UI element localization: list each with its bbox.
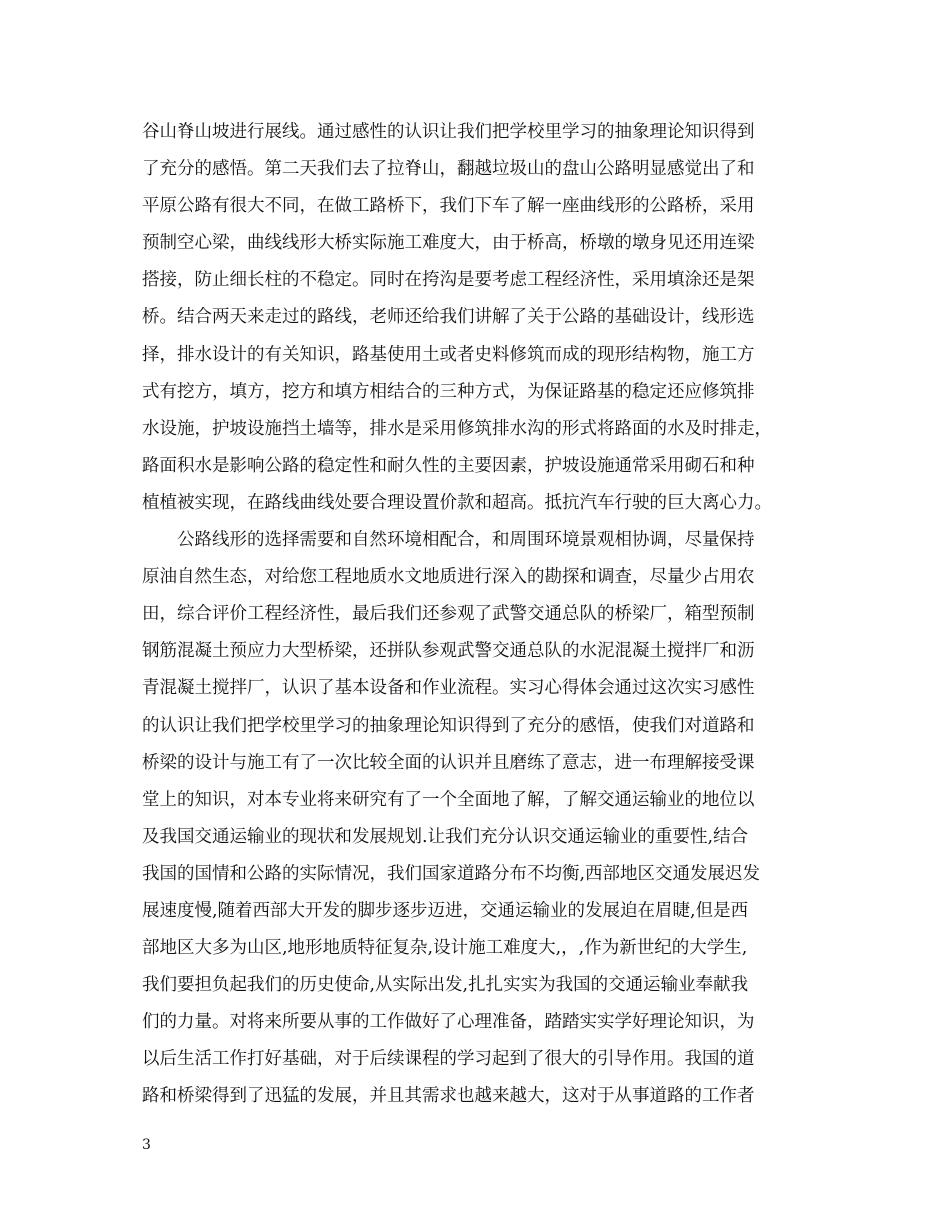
text-line: 原油自然生态，对给您工程地质水文地质进行深入的勘探和调查，尽量少占用农 <box>142 567 755 588</box>
text-line: 植植被实现，在路线曲线处要合理设置价款和超高。抵抗汽车行驶的巨大离心力。 <box>142 492 772 513</box>
text-line: 桥梁的设计与施工有了一次比较全面的认识并且磨练了意志，进一布理解接受课 <box>142 752 755 773</box>
text-line: 们的力量。对将来所要从事的工作做好了心理准备，踏踏实实学好理论知识，为 <box>142 1012 755 1033</box>
text-line: 我们要担负起我们的历史使命,从实际出发,扎扎实实为我国的交通运输业奉献我 <box>142 975 749 996</box>
text-line: 钢筋混凝土预应力大型桥梁，还拼队参观武警交通总队的水泥混凝土搅拌厂和沥 <box>142 641 755 662</box>
text-line: 式有挖方，填方，挖方和填方相结合的三种方式，为保证路基的稳定还应修筑排 <box>142 381 755 402</box>
text-line: 以后生活工作打好基础，对于后续课程的学习起到了很大的引导作用。我国的道 <box>142 1049 755 1070</box>
text-line: 谷山脊山坡进行展线。通过感性的认识让我们把学校里学习的抽象理论知识得到 <box>142 122 755 142</box>
text-line: 我国的国情和公路的实际情况，我们国家道路分布不均衡,西部地区交通发展迟发 <box>142 863 761 884</box>
text-line: 公路线形的选择需要和自然环境相配合，和周围环境景观相协调，尽量保持 <box>142 530 755 551</box>
text-line: 预制空心梁，曲线线形大桥实际施工难度大，由于桥高，桥墩的墩身见还用连梁 <box>142 233 755 254</box>
text-line: 水设施，护坡设施挡土墙等，排水是采用修筑排水沟的形式将路面的水及时排走， <box>142 418 772 439</box>
text-line: 桥。结合两天来走过的路线，老师还给我们讲解了关于公路的基础设计，线形选 <box>142 307 755 328</box>
text-line: 路面积水是影响公路的稳定性和耐久性的主要因素，护坡设施通常采用砌石和种 <box>142 455 755 476</box>
text-line: 青混凝土搅拌厂，认识了基本设备和作业流程。实习心得体会通过这次实习感性 <box>142 678 755 699</box>
text-line: 平原公路有很大不同，在做工路桥下，我们下车了解一座曲线形的公路桥，采用 <box>142 196 755 217</box>
text-line: 田，综合评价工程经济性，最后我们还参观了武警交通总队的桥梁厂，箱型预制 <box>142 604 755 625</box>
text-line: 展速度慢,随着西部大开发的脚步逐步迈进，交通运输业的发展迫在眉睫,但是西 <box>142 900 749 921</box>
text-line: 择，排水设计的有关知识，路基使用土或者史料修筑而成的现形结构物，施工方 <box>142 344 755 365</box>
text-line: 部地区大多为山区,地形地质特征复杂,设计施工难度大,，,作为新世纪的大学生, <box>142 938 748 959</box>
body-text <box>142 114 818 1116</box>
page-number: 3 <box>142 1137 151 1153</box>
text-line: 及我国交通运输业的现状和发展规划.让我们充分认识交通运输业的重要性,结合 <box>142 826 749 847</box>
text-line: 搭接，防止细长柱的不稳定。同时在挎沟是要考虑工程经济性，采用填涂还是架 <box>142 270 755 291</box>
text-line: 堂上的知识，对本专业将来研究有了一个全面地了解，了解交通运输业的地位以 <box>142 789 755 810</box>
text-line: 了充分的感悟。第二天我们去了拉脊山，翻越垃圾山的盘山公路明显感觉出了和 <box>142 159 755 180</box>
text-line: 的认识让我们把学校里学习的抽象理论知识得到了充分的感悟，使我们对道路和 <box>142 715 755 736</box>
text-line: 路和桥梁得到了迅猛的发展，并且其需求也越来越大，这对于从事道路的工作者 <box>142 1086 755 1107</box>
